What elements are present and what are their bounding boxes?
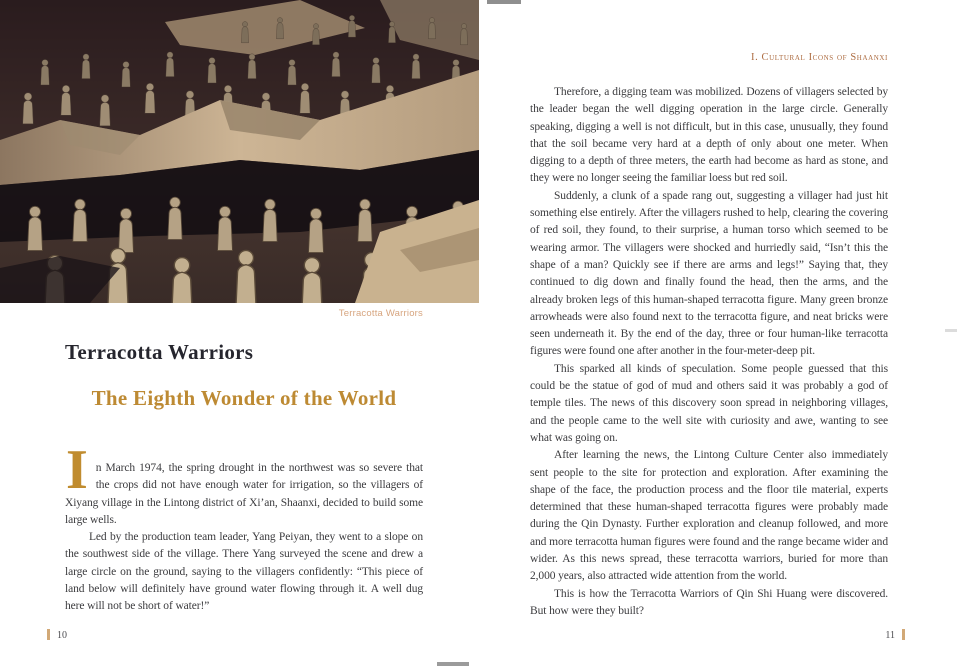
page-left — [0, 0, 478, 668]
scroll-indicator-right[interactable] — [945, 329, 957, 332]
terracotta-photo — [0, 0, 479, 303]
running-header: I. Cultural Icons of Shaanxi — [750, 52, 888, 63]
drop-cap: I — [66, 439, 88, 501]
folio-bar — [47, 629, 50, 640]
page-right — [479, 0, 957, 668]
chapter-title: Terracotta Warriors — [65, 340, 254, 364]
photo-caption: Terracotta Warriors — [338, 308, 423, 319]
page-number-left — [47, 629, 67, 641]
paragraph: Suddenly, a clunk of a spade rang out, suggesting a villager had just hit something else entirely. After the villagers rushed to help, clearing the covering of red soil, they found, to their surprise, a human torso which seemed to be wearing armor. The villagers were shocked and hurriedly said, “Isn’t this the shape of a man? Quickly see if there are arms and legs!” Saying that, they continued to dig down and finally found the head, then the arms, and the already broken legs of this human-shaped terracotta figure. Many green bronze arrowheads were also found next to the terracotta figure, and neat bricks were seen underneath it. By the end of the day, three or four human-like terracotta figures were found one after another in the four-meter-deep pit. — [530, 189, 888, 358]
paragraph-text: n March 1974, the spring drought in the northwest was so severe that the crops did not have enough water for irrigation, so the villagers of Xiyang village in the Lintong district of Xi’an, Shaanxi, decided to build some large wells. — [65, 462, 423, 526]
paragraph — [65, 439, 423, 529]
paragraph: This sparked all kinds of speculation. Some people guessed that this could be the statue of god of mud and others said it was probably a god of temple tiles. The news of this discovery soon spread in neighboring villages, and the people came to the well site with curiosity and awe, wanting to see what was going on. — [530, 362, 888, 444]
page-number-text: 10 — [57, 630, 67, 641]
page-number-text: 11 — [885, 630, 895, 641]
right-body-text — [530, 84, 888, 620]
paragraph: After learning the news, the Lintong Culture Center also immediately sent people to the site for protection and exploration. After examining the shape of the face, the production process and the floor tile material, experts determined that these human-shaped terracotta figures were probably made during the Qin Dynasty. Further exploration and cleanup followed, and more and more terracotta human figures were found and the range became wider and wider. As this news spread, these terracotta warriors, buried for more than 2,000 years, also attracted wide attention from the world. — [530, 449, 888, 583]
paragraph: This is how the Terracotta Warriors of Qin Shi Huang were discovered. But how were they built? — [530, 587, 888, 617]
folio-bar — [902, 629, 905, 640]
scroll-indicator-top[interactable] — [487, 0, 521, 4]
scroll-indicator-bottom[interactable] — [437, 662, 469, 666]
page-number-right — [885, 629, 905, 641]
paragraph: Led by the production team leader, Yang Peiyan, they went to a slope on the southwest side of the village. There Yang surveyed the scene and drew a large circle on the ground, saying to the villagers confidently: “This piece of land below will definitely have ground water flowing through it. A well dug here will not be short of water!” — [65, 531, 423, 613]
paragraph: Therefore, a digging team was mobilized. Dozens of villagers selected by the leader began the well digging operation in the large circle. Generally speaking, digging a well is not difficult, but in this case, unusually, they found that the soil became very hard at a depth of only about one meter. When digging to a depth of three meters, the earth had become as hard as stone, and they were no longer seeing the familiar loess but red soil. — [530, 86, 888, 185]
left-body-text — [65, 439, 423, 616]
chapter-subtitle: The Eighth Wonder of the World — [91, 386, 397, 410]
